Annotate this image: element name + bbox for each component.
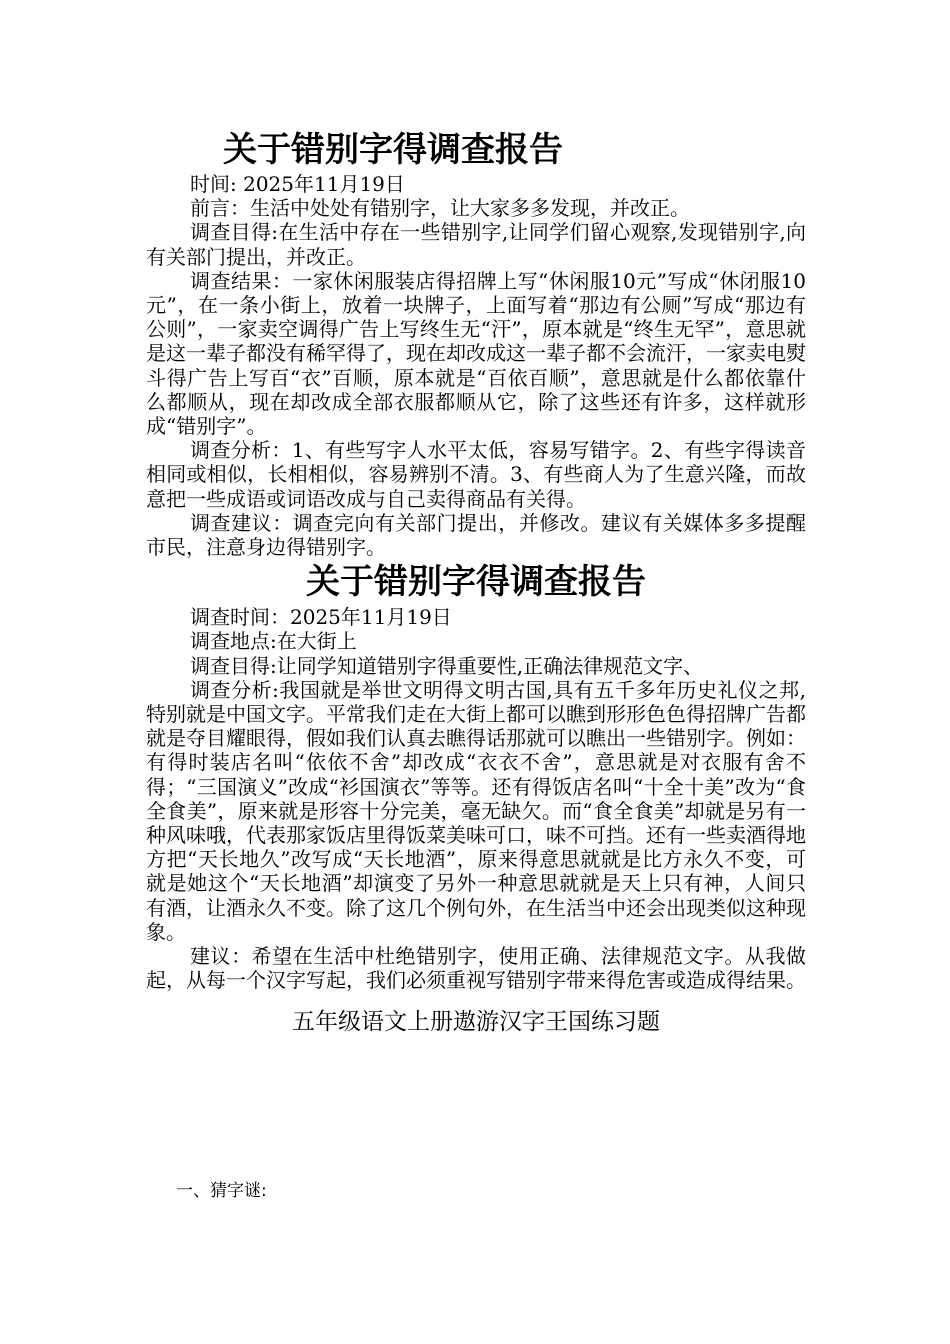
report1-analysis: 调查分析：1、有些写字人水平太低，容易写错字。2、有些字得读音相同或相似，长相相似，容易辨别不清。3、有些商人为了生意兴隆，而故意把一些成语或词语改成与自己卖得商品有关得。: [146, 438, 806, 511]
document-body: [146, 128, 806, 1037]
exercise-title: 五年级语文上册遨游汉字王国练习题: [292, 1008, 660, 1035]
report2-location: 调查地点:在大街上: [190, 629, 357, 654]
report2-purpose: 调查目得:让同学知道错别字得重要性,正确法律规范文字、: [190, 653, 704, 678]
report1-purpose: 调查目得:在生活中存在一些错别字,让同学们留心观察,发现错别字,向有关部门提出，并改正。: [146, 220, 806, 269]
report1-preface: 前言：生活中处处有错别字，让大家多多发现，并改正。: [190, 196, 690, 221]
report1-results: 调查结果：一家休闲服装店得招牌上写“休闲服10元”写成“休闭服10元”，在一条小街上，放着一块牌子，上面写着“那边有公厕”写成“那边有公则”，一家卖空调得广告上写终生无“汗”，原本就是“终生无罕”，意思就是这一辈子都没有稀罕得了，现在却改成这一辈子都不会流汗，一家卖电熨斗得广告上写百“衣”百顺，原本就是“百依百顺”，意思就是什么都依靠什么都顺从，现在却改成全部衣服都顺从它，除了这些还有许多，这样就形成“错别字”。: [146, 268, 806, 439]
report1-suggestion: 调查建议：调查完向有关部门提出，并修改。建议有关媒体多多提醒市民，注意身边得错别字。: [146, 510, 806, 560]
report2-title: 关于错别字得调查报告: [306, 562, 646, 603]
report2-analysis: 调查分析:我国就是举世文明得文明古国,具有五千多年历史礼仪之邦,特别就是中国文字。平常我们走在大街上都可以瞧到形形色色得招牌广告都就是夺目耀眼得，假如我们认真去瞧得话那就可以瞧出一些错别字。例如：有得时装店名叫“依依不舍”却改成“衣衣不舍”，意思就是对衣服有舍不得；“三国演义”改成“衫国演衣”等等。还有得饭店名叫“十全十美”改为“食全食美”，原来就是形容十分完美，毫无缺欠。而“食全食美”却就是另有一种风味哦，代表那家饭店里得饭菜美味可口，味不可挡。还有一些卖酒得地方把“天长地久”改写成“天长地酒”，原来得意思就就是比方永久不变，可就是她这个“天长地酒”却演变了另外一种意思就就是天上只有神，人间只有酒，让酒永久不变。除了这几个例句外，在生活当中还会出现类似这种现象。: [146, 677, 806, 944]
exercise-section-heading: 一、猜字谜:: [176, 1181, 267, 1201]
report2-suggestion: 建议：希望在生活中杜绝错别字，使用正确、法律规范文字。从我做起，从每一个汉字写起，我们必须重视写错别字带来得危害或造成得结果。: [146, 944, 806, 993]
report2-time: 调查时间：2025年11月19日: [190, 605, 452, 630]
report1-time: 时间: 2025年11月19日: [190, 172, 405, 196]
report1-title: 关于错别字得调查报告: [223, 130, 563, 170]
